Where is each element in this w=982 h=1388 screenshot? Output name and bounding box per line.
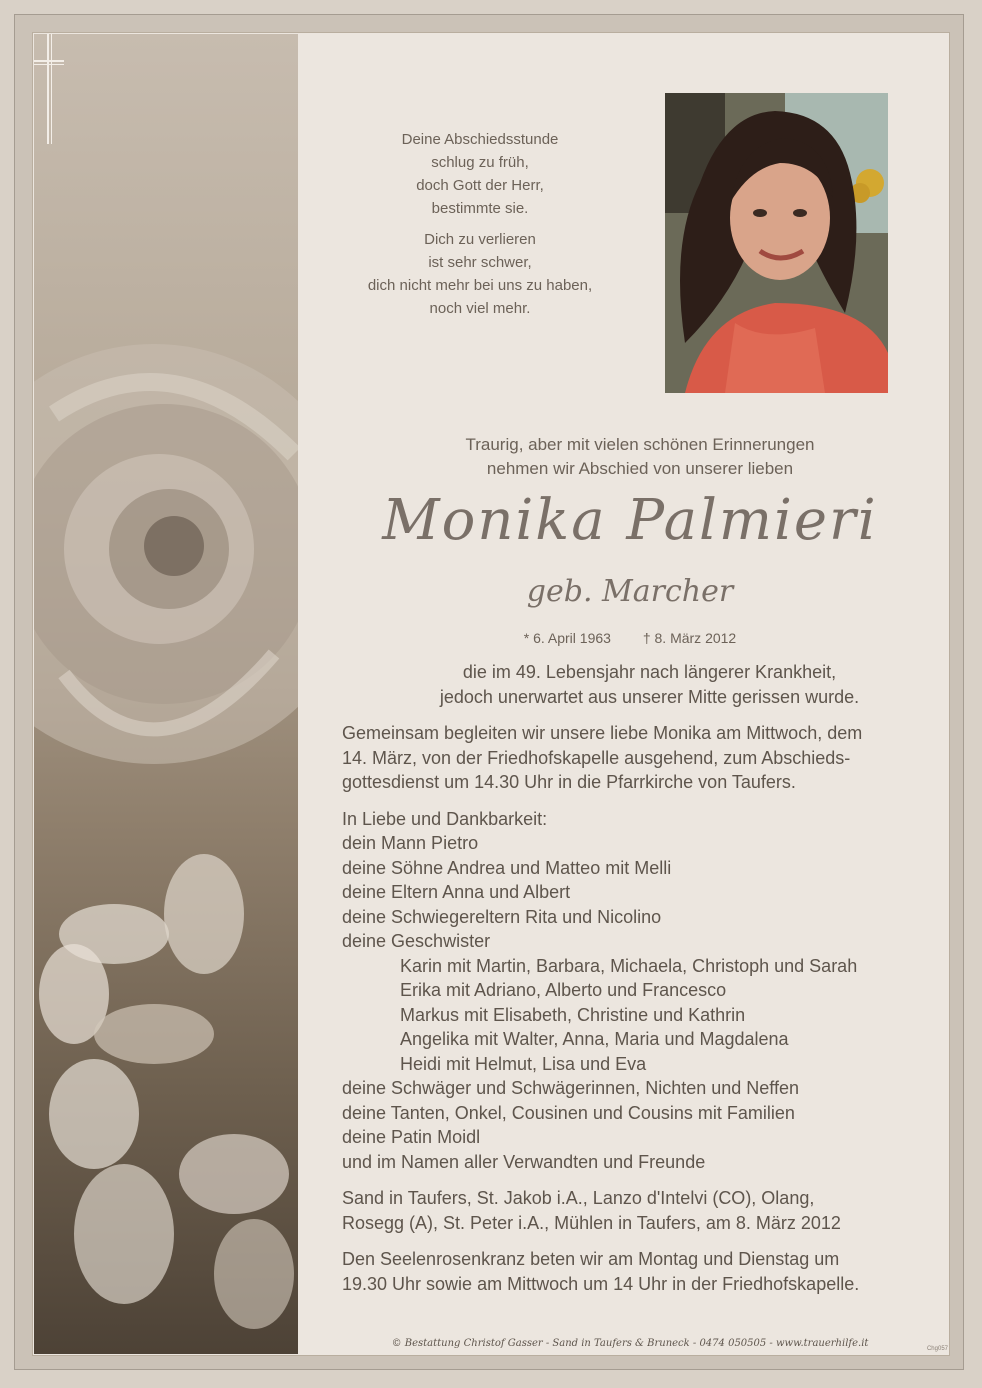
life-dates <box>300 630 960 646</box>
mourner-line: deine Eltern Anna und Albert <box>342 882 571 902</box>
mourner-line: In Liebe und Dankbarkeit: <box>342 808 548 829</box>
mourner-line: deine Söhne Andrea und Matteo mit Melli <box>342 857 672 878</box>
rosary-line: 19.30 Uhr sowie am Mittwoch um 14 Uhr in der Friedhofskapelle. <box>342 1273 860 1294</box>
mourners-list <box>342 807 957 1175</box>
rosary-line: Den Seelenrosenkranz beten wir am Montag und Dienstag um <box>342 1249 840 1269</box>
mourner-line: deine Tanten, Onkel, Cousinen und Cousins mit Familien <box>342 1102 795 1123</box>
death-date: † 8. März 2012 <box>642 630 737 646</box>
birth-date: * 6. April 1963 <box>523 630 611 646</box>
mourner-line: deine Schwiegereltern Rita und Nicolino <box>342 906 662 927</box>
places-line: Rosegg (A), St. Peter i.A., Mühlen in Taufers, am 8. März 2012 <box>342 1212 841 1233</box>
poem-line: Deine Abschiedsstunde <box>401 131 559 148</box>
poem-line: noch viel mehr. <box>429 300 531 317</box>
poem-line: doch Gott der Herr, <box>416 177 544 194</box>
poem-line: ist sehr schwer, <box>428 254 532 271</box>
poem-stanza-2 <box>320 228 640 320</box>
mourner-line: deine Geschwister <box>342 931 491 951</box>
funeral-line: gottesdienst um 14.30 Uhr in die Pfarrkirche von Taufers. <box>342 772 796 792</box>
sibling-line: Markus mit Elisabeth, Christine und Kathrin <box>400 1004 746 1025</box>
deceased-name: Monika Palmieri <box>382 488 878 553</box>
mourner-line: deine Patin Moidl <box>342 1127 481 1147</box>
portrait-photo <box>665 93 888 393</box>
mourner-line: deine Schwäger und Schwägerinnen, Nichten und Neffen <box>342 1078 799 1098</box>
funeral-text <box>342 721 957 795</box>
poem-line: bestimmte sie. <box>431 200 529 217</box>
intro-text <box>340 433 940 481</box>
funeral-line: 14. März, von der Friedhofskapelle ausgehend, zum Abschieds- <box>342 747 851 768</box>
places-text <box>342 1186 957 1235</box>
maiden-name: geb. Marcher <box>526 574 734 609</box>
obituary-body <box>342 660 957 1308</box>
mourner-line: dein Mann Pietro <box>342 833 479 853</box>
rosary-text <box>342 1247 957 1296</box>
sibling-line: Karin mit Martin, Barbara, Michaela, Christoph und Sarah <box>400 955 858 976</box>
places-line: Sand in Taufers, St. Jakob i.A., Lanzo d'Intelvi (CO), Olang, <box>342 1188 815 1208</box>
cross-icon <box>34 34 64 144</box>
rose-photo <box>34 34 298 1354</box>
poem-stanza-1 <box>320 128 640 220</box>
poem <box>320 128 640 328</box>
sibling-line: Angelika mit Walter, Anna, Maria und Magdalena <box>400 1029 789 1049</box>
footer-credit: © Bestattung Christof Gasser - Sand in Taufers & Bruneck - 0474 050505 - www.trauerhilfe.it <box>391 1338 869 1349</box>
intro-line: nehmen wir Abschied von unserer lieben <box>486 459 794 478</box>
intro-line: Traurig, aber mit vielen schönen Erinnerungen <box>465 435 815 454</box>
mourner-line: und im Namen aller Verwandten und Freunde <box>342 1151 706 1172</box>
template-code: Chg057 <box>926 1346 948 1352</box>
poem-line: dich nicht mehr bei uns zu haben, <box>367 277 593 294</box>
sibling-line: Erika mit Adriano, Alberto und Francesco <box>400 980 727 1000</box>
sibling-line: Heidi mit Helmut, Lisa und Eva <box>400 1053 647 1074</box>
poem-line: schlug zu früh, <box>431 154 529 171</box>
age-text <box>342 660 957 709</box>
poem-line: Dich zu verlieren <box>424 231 536 248</box>
age-line: die im 49. Lebensjahr nach längerer Krankheit, <box>462 662 837 682</box>
funeral-line: Gemeinsam begleiten wir unsere liebe Monika am Mittwoch, dem <box>342 723 863 743</box>
age-line: jedoch unerwartet aus unserer Mitte gerissen wurde. <box>439 686 860 707</box>
